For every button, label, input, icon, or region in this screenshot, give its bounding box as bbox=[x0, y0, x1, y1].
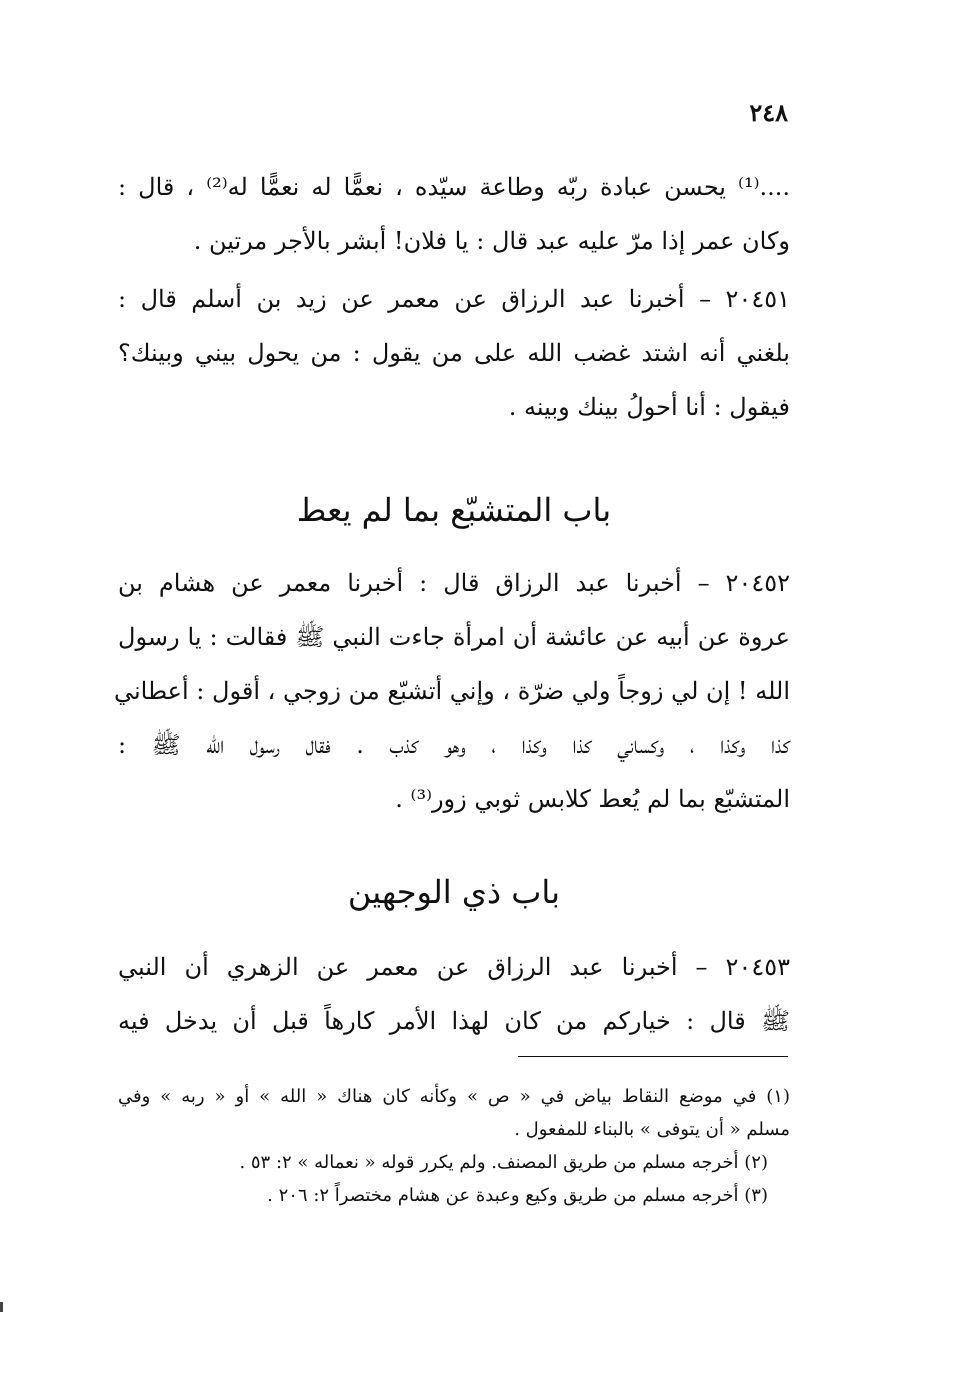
footnotes bbox=[118, 1080, 790, 1212]
hadith-20453 bbox=[118, 940, 790, 1048]
footnote-divider bbox=[518, 1056, 788, 1057]
footnote-1-continuation: مسلم « أن يتوفى » بالبناء للمفعول . bbox=[514, 1119, 790, 1140]
text-line: عروة عن أبيه عن عائشة أن امرأة جاءت النبي ﷺ فقالت : يا رسول bbox=[118, 623, 790, 651]
chapter-heading: باب ذي الوجهين bbox=[347, 873, 561, 911]
hadith-20451 bbox=[118, 272, 790, 434]
footnote-2: (٢) أخرجه مسلم من طريق المصنف. ولم يكرر قوله « نعماله » ٢: ٥٣ . bbox=[239, 1152, 768, 1173]
scan-speck bbox=[0, 1302, 3, 1312]
text-line: ....⁽¹⁾ يحسن عبادة ربّه وطاعة سيّده ، نعمًّا له نعمًّا له⁽²⁾ ، قال : bbox=[118, 173, 790, 201]
text-line: بلغني أنه اشتد غضب الله على من يقول : من يحول بيني وبينك؟ bbox=[118, 339, 790, 367]
footnote-1: (١) في موضع النقاط بياض في « ص » وكأنه كان هناك « الله » أو « ربه » وفي bbox=[118, 1086, 790, 1107]
hadith-20452 bbox=[114, 556, 790, 826]
text-line: الله ! إن لي زوجاً ولي ضرّة ، وإني أتشبّع من زوجي ، أقول : أعطاني bbox=[114, 677, 790, 705]
chapter-heading: باب المتشبّع بما لم يعط bbox=[296, 491, 612, 529]
text-line: ٢٠٤٥١ – أخبرنا عبد الرزاق عن معمر عن زيد بن أسلم قال : bbox=[118, 285, 790, 313]
paragraph-continuation bbox=[118, 160, 790, 268]
text-line: فيقول : أنا أحولُ بينك وبينه . bbox=[508, 393, 790, 421]
text-line: ٢٠٤٥٢ – أخبرنا عبد الرزاق قال : أخبرنا معمر عن هشام بن bbox=[118, 569, 790, 597]
text-line: كذا وكذا ، وكساني كذا وكذا ، وهو كذب . فقال رسول الله ﷺ : bbox=[118, 731, 790, 759]
footnote-3: (٣) أخرجه مسلم من طريق وكيع وعبدة عن هشام مختصراً ٢: ٢٠٦ . bbox=[267, 1185, 768, 1206]
text-line: ﷺ قال : خياركم من كان لهذا الأمر كارهاً قبل أن يدخل فيه bbox=[118, 1007, 790, 1035]
page-number: ٢٤٨ bbox=[749, 98, 788, 127]
text-line: المتشبّع بما لم يُعط كلابس ثوبي زور⁽³⁾ . bbox=[395, 785, 790, 813]
text-line: وكان عمر إذا مرّ عليه عبد قال : يا فلان! أبشر بالأجر مرتين . bbox=[193, 227, 790, 255]
text-line: ٢٠٤٥٣ – أخبرنا عبد الرزاق عن معمر عن الزهري أن النبي bbox=[118, 953, 790, 981]
